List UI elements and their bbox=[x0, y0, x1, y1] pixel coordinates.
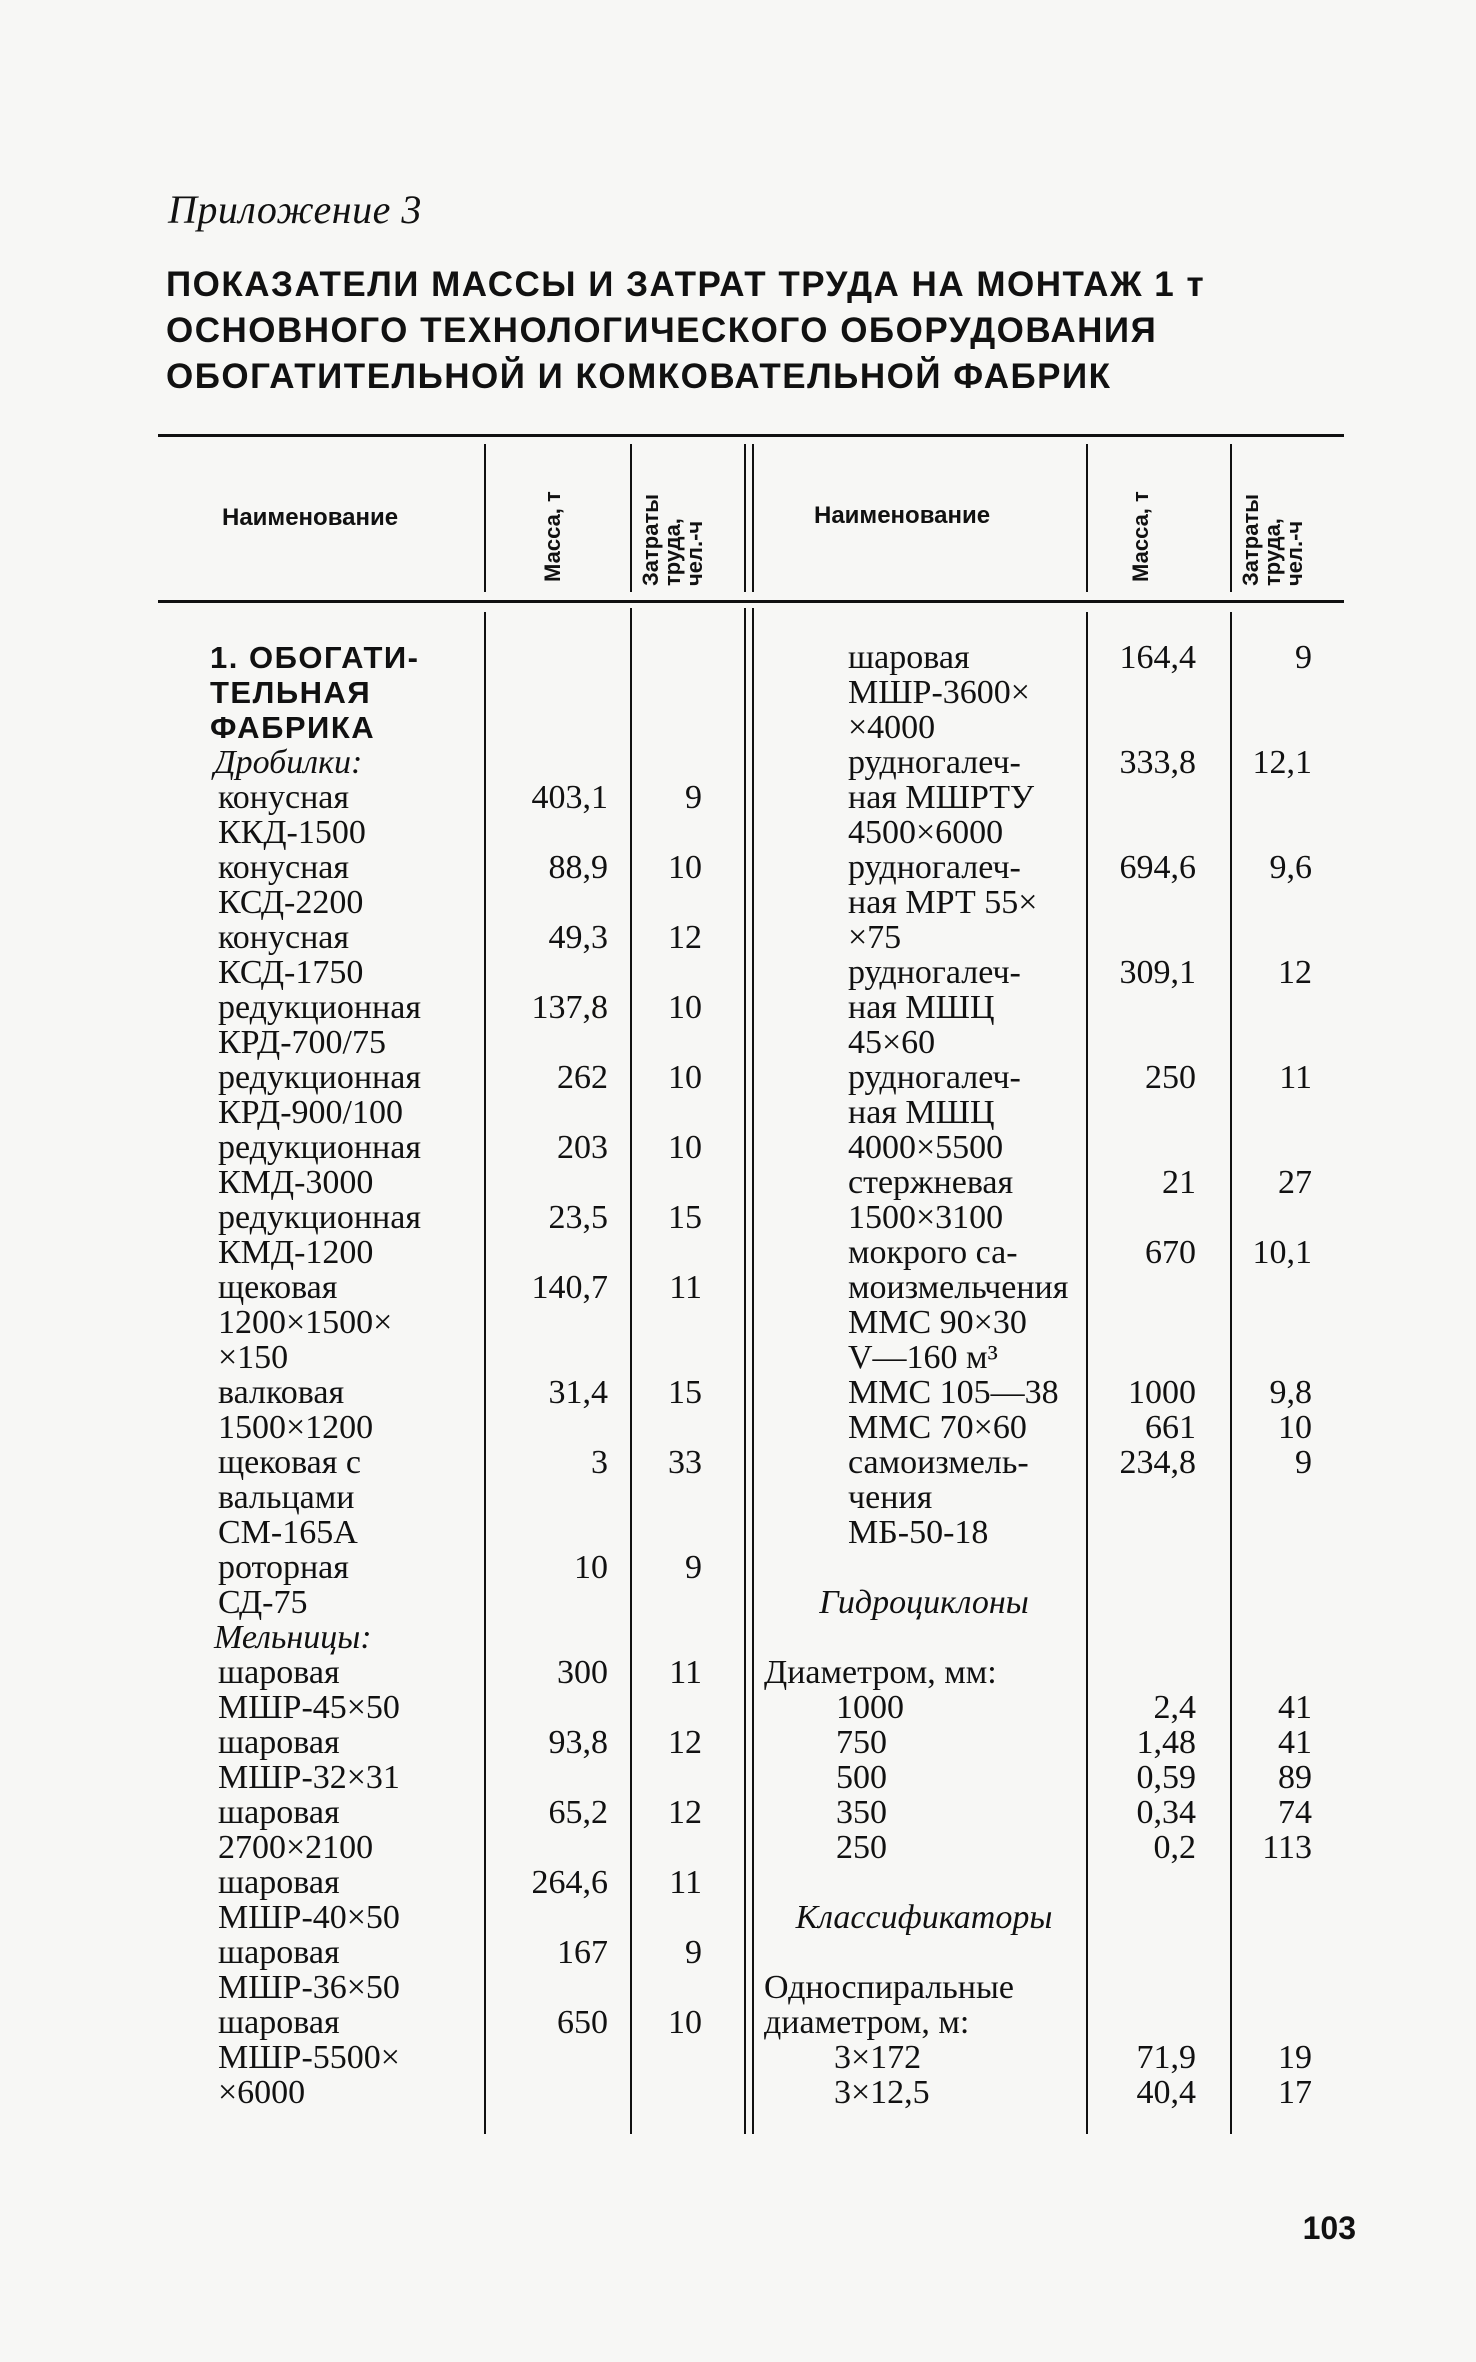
item-name: редукционная bbox=[218, 1199, 421, 1236]
labor-value bbox=[640, 1900, 702, 1935]
item-name: 500 bbox=[836, 1759, 887, 1796]
mass-value bbox=[1096, 1935, 1196, 1970]
item-name: редукционная bbox=[218, 1059, 421, 1096]
labor-value: 9 bbox=[1295, 639, 1312, 676]
header-labor-left: Затраты труда, чел.-ч bbox=[638, 493, 707, 586]
labor-value bbox=[640, 1165, 702, 1200]
item-name: СД-75 bbox=[218, 1584, 308, 1621]
col-divider bbox=[484, 444, 486, 592]
labor-value: 41 bbox=[1278, 1724, 1312, 1761]
item-name: 350 bbox=[836, 1794, 887, 1831]
labor-value bbox=[640, 710, 702, 745]
header-name-right: Наименование bbox=[814, 502, 991, 529]
item-name: ×150 bbox=[218, 1339, 289, 1376]
mass-value: 88,9 bbox=[548, 849, 608, 886]
mass-value: 333,8 bbox=[1119, 744, 1196, 781]
item-name bbox=[764, 1865, 1084, 1900]
labor-value: 12 bbox=[1278, 954, 1312, 991]
item-name: щековая с bbox=[218, 1444, 361, 1481]
labor-value bbox=[640, 675, 702, 710]
mass-value: 40,4 bbox=[1136, 2074, 1196, 2111]
mass-value: 234,8 bbox=[1119, 1444, 1196, 1481]
labor-value bbox=[1236, 780, 1312, 815]
item-name: конусная bbox=[218, 779, 350, 816]
mass-value: 31,4 bbox=[548, 1374, 608, 1411]
item-name: щековая bbox=[218, 1269, 338, 1306]
col-divider bbox=[630, 608, 632, 2134]
item-name: ×75 bbox=[848, 919, 902, 956]
item-name: рудногалеч- bbox=[848, 954, 1021, 991]
labor-value: 10 bbox=[668, 2004, 702, 2041]
mass-value bbox=[1096, 710, 1196, 745]
mass-value: 23,5 bbox=[548, 1199, 608, 1236]
labor-value bbox=[1236, 1340, 1312, 1375]
mass-value: 65,2 bbox=[548, 1794, 608, 1831]
labor-value bbox=[640, 1305, 702, 1340]
item-name: редукционная bbox=[218, 989, 421, 1026]
item-name: МШР-36×50 bbox=[218, 1969, 400, 2006]
mass-value bbox=[1096, 1130, 1196, 1165]
item-name: V—160 м³ bbox=[848, 1339, 998, 1376]
mass-value bbox=[1096, 885, 1196, 920]
labor-value bbox=[1236, 1130, 1312, 1165]
mass-value bbox=[1096, 1970, 1196, 2005]
mass-value bbox=[498, 1410, 608, 1445]
mass-value bbox=[498, 1095, 608, 1130]
item-name: МБ-50-18 bbox=[848, 1514, 989, 1551]
labor-value bbox=[640, 815, 702, 850]
mass-value bbox=[1096, 1025, 1196, 1060]
col-divider bbox=[1230, 444, 1232, 592]
labor-value: 9,6 bbox=[1269, 849, 1312, 886]
title-line: ОСНОВНОГО ТЕХНОЛОГИЧЕСКОГО ОБОРУДОВАНИЯ bbox=[166, 311, 1158, 350]
mass-value bbox=[498, 2040, 608, 2075]
mass-value bbox=[1096, 1095, 1196, 1130]
double-divider bbox=[752, 444, 754, 592]
mass-value bbox=[1096, 675, 1196, 710]
title-line: ОБОГАТИТЕЛЬНОЙ И КОМКОВАТЕЛЬНОЙ ФАБРИК bbox=[166, 357, 1112, 396]
labor-value bbox=[1236, 990, 1312, 1025]
labor-value: 10 bbox=[668, 989, 702, 1026]
item-name: КМД-1200 bbox=[218, 1234, 374, 1271]
item-name bbox=[764, 1550, 1084, 1585]
item-name: стержневая bbox=[848, 1164, 1014, 1201]
labor-value: 9 bbox=[685, 1549, 702, 1586]
mass-value: 694,6 bbox=[1119, 849, 1196, 886]
labor-value bbox=[1236, 1935, 1312, 1970]
item-name: КСД-1750 bbox=[218, 954, 364, 991]
mass-value bbox=[498, 1165, 608, 1200]
mass-value bbox=[498, 1480, 608, 1515]
item-name: валковая bbox=[218, 1374, 345, 1411]
labor-value: 11 bbox=[669, 1654, 702, 1691]
labor-value bbox=[640, 2040, 702, 2075]
labor-value bbox=[1236, 1305, 1312, 1340]
labor-value: 27 bbox=[1278, 1164, 1312, 1201]
item-name: КРД-700/75 bbox=[218, 1024, 386, 1061]
mass-value: 3 bbox=[591, 1444, 608, 1481]
item-name: СМ-165А bbox=[218, 1514, 358, 1551]
mass-value: 49,3 bbox=[548, 919, 608, 956]
labor-value: 10 bbox=[1278, 1409, 1312, 1446]
labor-value bbox=[640, 1340, 702, 1375]
labor-value: 89 bbox=[1278, 1759, 1312, 1796]
item-name: ККД-1500 bbox=[218, 814, 366, 851]
double-divider bbox=[744, 608, 746, 2134]
page-number: 103 bbox=[1302, 2210, 1356, 2246]
item-name: 4500×6000 bbox=[848, 814, 1004, 851]
mass-value bbox=[498, 675, 608, 710]
item-name: шаровая bbox=[218, 1724, 340, 1761]
labor-value bbox=[1236, 815, 1312, 850]
mass-value: 0,34 bbox=[1136, 1794, 1196, 1831]
item-name: ×4000 bbox=[848, 709, 936, 746]
mass-value: 309,1 bbox=[1119, 954, 1196, 991]
labor-value: 12 bbox=[668, 919, 702, 956]
item-name: 1500×3100 bbox=[848, 1199, 1004, 1236]
item-name: редукционная bbox=[218, 1129, 421, 1166]
mass-value: 250 bbox=[1145, 1059, 1196, 1096]
mass-value bbox=[498, 815, 608, 850]
mass-value bbox=[498, 640, 608, 675]
labor-value bbox=[640, 1095, 702, 1130]
labor-value bbox=[640, 1690, 702, 1725]
labor-value bbox=[1236, 1655, 1312, 1690]
item-name: 2700×2100 bbox=[218, 1829, 374, 1866]
labor-value bbox=[1236, 1900, 1312, 1935]
item-name: рудногалеч- bbox=[848, 744, 1021, 781]
item-name: Односпиральные bbox=[764, 1969, 1014, 2006]
labor-value bbox=[640, 1025, 702, 1060]
mass-value bbox=[498, 2075, 608, 2110]
mass-value: 164,4 bbox=[1119, 639, 1196, 676]
right-labor-column bbox=[1236, 640, 1312, 2110]
mass-value: 203 bbox=[557, 1129, 608, 1166]
mass-value bbox=[1096, 920, 1196, 955]
item-name: диаметром, м: bbox=[764, 2004, 970, 2041]
item-name: МШР-40×50 bbox=[218, 1899, 400, 1936]
labor-value: 11 bbox=[669, 1864, 702, 1901]
mass-value bbox=[1096, 1270, 1196, 1305]
mass-value bbox=[1096, 1550, 1196, 1585]
item-name: шаровая bbox=[218, 1934, 340, 1971]
labor-value bbox=[640, 955, 702, 990]
left-labor-column bbox=[640, 640, 702, 2110]
item-name: 1200×1500× bbox=[218, 1304, 393, 1341]
mass-value: 21 bbox=[1162, 1164, 1196, 1201]
mass-value bbox=[1096, 1655, 1196, 1690]
item-name: ФАБРИКА bbox=[210, 710, 376, 745]
labor-value bbox=[1236, 1025, 1312, 1060]
item-name: вальцами bbox=[218, 1479, 355, 1516]
item-name: чения bbox=[848, 1479, 933, 1516]
item-name bbox=[764, 1935, 1084, 1970]
labor-value bbox=[1236, 1515, 1312, 1550]
mass-value: 670 bbox=[1145, 1234, 1196, 1271]
item-name: ная МШЦ bbox=[848, 1094, 995, 1131]
mass-value bbox=[1096, 1865, 1196, 1900]
item-name: МШР-32×31 bbox=[218, 1759, 400, 1796]
left-mass-column bbox=[498, 640, 608, 2110]
item-name: конусная bbox=[218, 849, 350, 886]
labor-value bbox=[1236, 1585, 1312, 1620]
labor-value: 12 bbox=[668, 1794, 702, 1831]
labor-value: 9 bbox=[685, 1934, 702, 1971]
labor-value: 113 bbox=[1262, 1829, 1312, 1866]
mass-value bbox=[1096, 815, 1196, 850]
mass-value: 140,7 bbox=[531, 1269, 608, 1306]
labor-value: 10,1 bbox=[1252, 1234, 1312, 1271]
item-name: шаровая bbox=[218, 1864, 340, 1901]
item-name: моизмельчения bbox=[848, 1269, 1069, 1306]
right-mass-column bbox=[1096, 640, 1196, 2110]
item-name: 45×60 bbox=[848, 1024, 936, 1061]
item-name: 750 bbox=[836, 1724, 887, 1761]
labor-value bbox=[1236, 920, 1312, 955]
labor-value bbox=[640, 1515, 702, 1550]
labor-value bbox=[640, 1760, 702, 1795]
item-name: Мельницы: bbox=[214, 1619, 372, 1656]
labor-value bbox=[1236, 1200, 1312, 1235]
mass-value: 137,8 bbox=[531, 989, 608, 1026]
mass-value: 264,6 bbox=[531, 1864, 608, 1901]
mass-value bbox=[1096, 990, 1196, 1025]
header-labor-right: Затраты труда, чел.-ч bbox=[1238, 493, 1307, 586]
labor-value: 10 bbox=[668, 1059, 702, 1096]
labor-value bbox=[1236, 710, 1312, 745]
labor-value: 15 bbox=[668, 1374, 702, 1411]
labor-value bbox=[640, 1235, 702, 1270]
item-name: ная МШРТУ bbox=[848, 779, 1035, 816]
mass-value bbox=[1096, 1585, 1196, 1620]
table-title bbox=[166, 262, 1326, 400]
col-divider bbox=[484, 612, 486, 2134]
labor-value: 10 bbox=[668, 849, 702, 886]
labor-value: 17 bbox=[1278, 2074, 1312, 2111]
labor-value bbox=[640, 1830, 702, 1865]
header-bottom-rule bbox=[158, 600, 1344, 603]
labor-value bbox=[1236, 1550, 1312, 1585]
labor-value bbox=[640, 1970, 702, 2005]
mass-value bbox=[498, 885, 608, 920]
labor-value: 12 bbox=[668, 1724, 702, 1761]
mass-value: 10 bbox=[574, 1549, 608, 1586]
item-name: 3×12,5 bbox=[834, 2074, 930, 2111]
table-top-rule bbox=[158, 434, 1344, 437]
labor-value: 19 bbox=[1278, 2039, 1312, 2076]
labor-value: 12,1 bbox=[1252, 744, 1312, 781]
item-name: шаровая bbox=[218, 2004, 340, 2041]
mass-value: 167 bbox=[557, 1934, 608, 1971]
mass-value bbox=[1096, 1200, 1196, 1235]
mass-value: 661 bbox=[1145, 1409, 1196, 1446]
mass-value bbox=[1096, 1480, 1196, 1515]
labor-value bbox=[640, 885, 702, 920]
item-name: рудногалеч- bbox=[848, 849, 1021, 886]
item-name: шаровая bbox=[218, 1794, 340, 1831]
item-name: ММС 90×30 bbox=[848, 1304, 1027, 1341]
item-name: шаровая bbox=[218, 1654, 340, 1691]
mass-value: 262 bbox=[557, 1059, 608, 1096]
labor-value bbox=[1236, 1095, 1312, 1130]
item-name: ММС 105—38 bbox=[848, 1374, 1059, 1411]
mass-value bbox=[1096, 2005, 1196, 2040]
labor-value bbox=[640, 1410, 702, 1445]
right-names-column bbox=[764, 640, 1084, 2110]
item-name: конусная bbox=[218, 919, 350, 956]
mass-value: 0,2 bbox=[1153, 1829, 1196, 1866]
mass-value bbox=[1096, 1515, 1196, 1550]
mass-value: 2,4 bbox=[1153, 1689, 1196, 1726]
item-name: Диаметром, мм: bbox=[764, 1654, 997, 1691]
item-name: роторная bbox=[218, 1549, 349, 1586]
mass-value bbox=[498, 1305, 608, 1340]
item-name: ная МРТ 55× bbox=[848, 884, 1038, 921]
item-name: 1500×1200 bbox=[218, 1409, 374, 1446]
mass-value bbox=[498, 1515, 608, 1550]
labor-value bbox=[1236, 1970, 1312, 2005]
mass-value: 1,48 bbox=[1136, 1724, 1196, 1761]
item-name: самоизмель- bbox=[848, 1444, 1029, 1481]
item-name: МШР-3600× bbox=[848, 674, 1030, 711]
item-name: 4000×5500 bbox=[848, 1129, 1004, 1166]
item-name: ×6000 bbox=[218, 2074, 306, 2111]
mass-value: 0,59 bbox=[1136, 1759, 1196, 1796]
labor-value bbox=[1236, 1865, 1312, 1900]
mass-value bbox=[498, 745, 608, 780]
double-divider bbox=[752, 608, 754, 2134]
item-name: Дробилки: bbox=[214, 744, 363, 781]
labor-value: 41 bbox=[1278, 1689, 1312, 1726]
title-line: ПОКАЗАТЕЛИ МАССЫ И ЗАТРАТ ТРУДА НА МОНТАЖ 1 т bbox=[166, 265, 1206, 304]
labor-value bbox=[1236, 1270, 1312, 1305]
item-name: МШР-5500× bbox=[218, 2039, 400, 2076]
item-name: ТЕЛЬНАЯ bbox=[210, 675, 372, 710]
item-name: 1. ОБОГАТИ- bbox=[210, 640, 420, 675]
mass-value bbox=[498, 1025, 608, 1060]
item-name bbox=[764, 1620, 1084, 1655]
item-name: рудногалеч- bbox=[848, 1059, 1021, 1096]
mass-value bbox=[498, 1620, 608, 1655]
mass-value: 1000 bbox=[1128, 1374, 1196, 1411]
item-name: МШР-45×50 bbox=[218, 1689, 400, 1726]
item-name: мокрого са- bbox=[848, 1234, 1018, 1271]
mass-value bbox=[498, 1760, 608, 1795]
labor-value: 9 bbox=[1295, 1444, 1312, 1481]
labor-value bbox=[640, 1585, 702, 1620]
left-names-column bbox=[210, 640, 482, 2110]
mass-value: 650 bbox=[557, 2004, 608, 2041]
appendix-label: Приложение 3 bbox=[168, 187, 422, 232]
mass-value: 403,1 bbox=[531, 779, 608, 816]
labor-value: 15 bbox=[668, 1199, 702, 1236]
col-divider bbox=[1086, 444, 1088, 592]
mass-value bbox=[498, 1340, 608, 1375]
labor-value bbox=[640, 745, 702, 780]
labor-value: 9,8 bbox=[1269, 1374, 1312, 1411]
double-divider bbox=[744, 444, 746, 592]
col-divider bbox=[630, 444, 632, 592]
item-name: ММС 70×60 bbox=[848, 1409, 1027, 1446]
item-name: шаровая bbox=[848, 639, 970, 676]
labor-value bbox=[1236, 675, 1312, 710]
mass-value bbox=[498, 710, 608, 745]
item-name: Классификаторы bbox=[795, 1899, 1053, 1936]
item-name: 3×172 bbox=[834, 2039, 922, 2076]
item-name: 1000 bbox=[836, 1689, 904, 1726]
labor-value: 33 bbox=[668, 1444, 702, 1481]
mass-value bbox=[498, 1830, 608, 1865]
mass-value bbox=[1096, 1305, 1196, 1340]
mass-value bbox=[1096, 780, 1196, 815]
mass-value bbox=[1096, 1620, 1196, 1655]
labor-value: 11 bbox=[669, 1269, 702, 1306]
mass-value: 93,8 bbox=[548, 1724, 608, 1761]
item-name: ная МШЦ bbox=[848, 989, 995, 1026]
labor-value: 10 bbox=[668, 1129, 702, 1166]
labor-value: 9 bbox=[685, 779, 702, 816]
mass-value bbox=[498, 1690, 608, 1725]
mass-value bbox=[498, 1235, 608, 1270]
mass-value: 300 bbox=[557, 1654, 608, 1691]
labor-value bbox=[1236, 1620, 1312, 1655]
labor-value bbox=[640, 2075, 702, 2110]
col-divider bbox=[1086, 612, 1088, 2134]
mass-value bbox=[498, 1970, 608, 2005]
mass-value: 71,9 bbox=[1136, 2039, 1196, 2076]
item-name: КМД-3000 bbox=[218, 1164, 374, 1201]
mass-value bbox=[498, 955, 608, 990]
item-name: КРД-900/100 bbox=[218, 1094, 403, 1131]
labor-value bbox=[640, 1620, 702, 1655]
header-mass-right: Масса, т bbox=[1128, 491, 1153, 582]
mass-value bbox=[1096, 1340, 1196, 1375]
mass-value bbox=[1096, 1900, 1196, 1935]
item-name: КСД-2200 bbox=[218, 884, 364, 921]
labor-value bbox=[1236, 2005, 1312, 2040]
labor-value bbox=[1236, 885, 1312, 920]
labor-value bbox=[1236, 1480, 1312, 1515]
item-name: Гидроциклоны bbox=[819, 1584, 1029, 1621]
labor-value bbox=[640, 640, 702, 675]
labor-value: 11 bbox=[1279, 1059, 1312, 1096]
labor-value bbox=[640, 1480, 702, 1515]
labor-value: 74 bbox=[1278, 1794, 1312, 1831]
col-divider bbox=[1230, 612, 1232, 2134]
mass-value bbox=[498, 1585, 608, 1620]
mass-value bbox=[498, 1900, 608, 1935]
item-name: 250 bbox=[836, 1829, 887, 1866]
header-name-left: Наименование bbox=[222, 504, 399, 531]
header-mass-left: Масса, т bbox=[540, 491, 565, 582]
